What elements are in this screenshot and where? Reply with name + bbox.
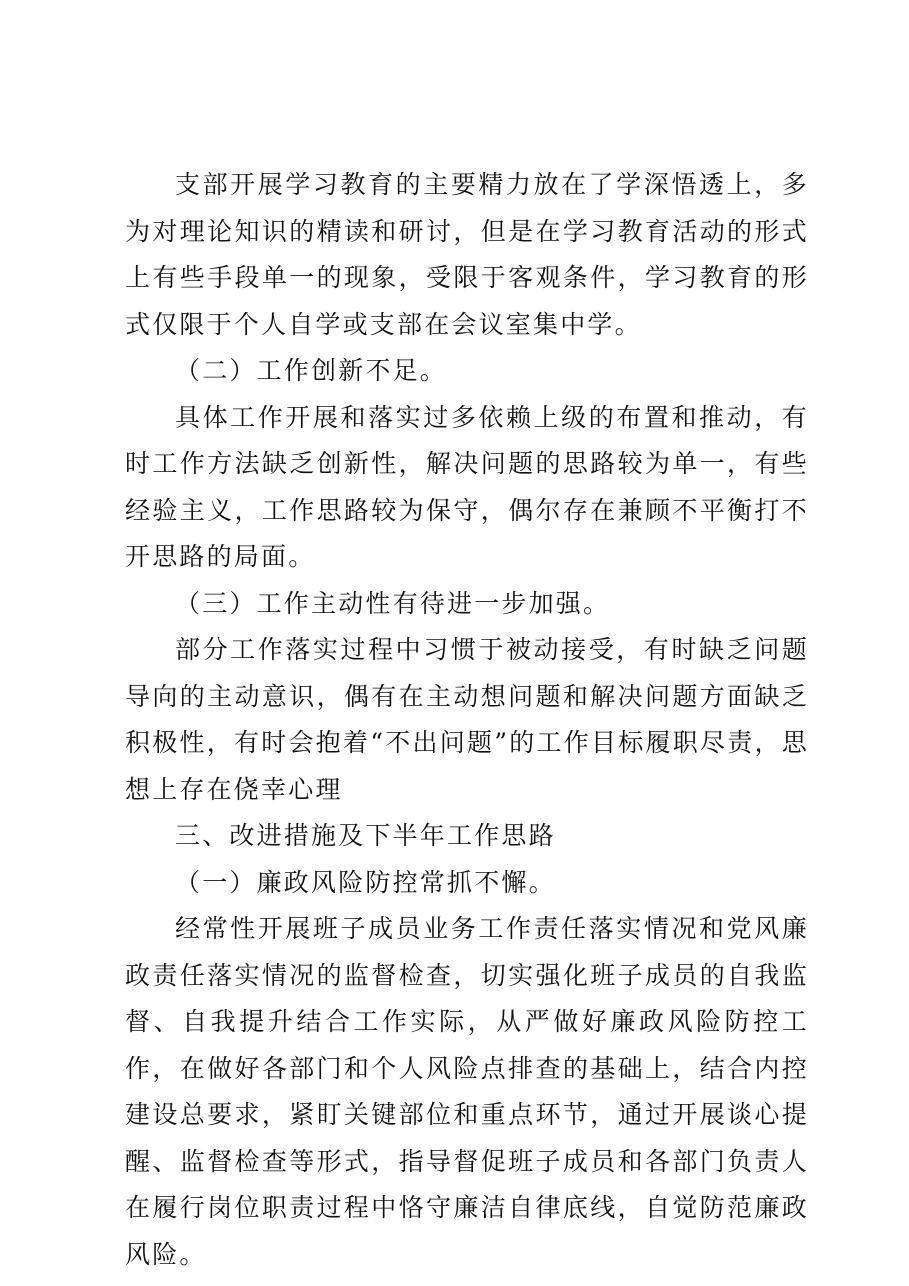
- paragraph-integrity-risk: 经常性开展班子成员业务工作责任落实情况和党风廉政责任落实情况的监督检查，切实强化班子成员的自我监督、自我提升结合工作实际，从严做好廉政风险防控工作，在做好各部门和个人风险点排查的基础上，结合内控建设总要求，紧盯关键部位和重点环节，通过开展谈心提醒、监督检查等形式，指导督促班子成员和各部门负责人在履行岗位职责过程中恪守廉洁自律底线，自觉防范廉政风险。: [125, 914, 809, 1269]
- subheading-integrity-risk: （一）廉政风险防控常抓不懈。: [175, 867, 556, 897]
- section-heading-improvement: 三、改进措施及下半年工作思路: [175, 821, 556, 850]
- subheading-initiative: （三）工作主动性有待进一步加强。: [175, 588, 611, 618]
- paragraph-initiative: 部分工作落实过程中习惯于被动接受，有时缺乏问题导向的主动意识，偶有在主动想问题和解决问题方面缺乏积极性，有时会抱着“不出问题”的工作目标履职尽责，思想上存在侥幸心理: [125, 635, 809, 804]
- paragraph-study-education: 支部开展学习教育的主要精力放在了学深悟透上，多为对理论知识的精读和研讨，但是在学习教育活动的形式上有些手段单一的现象，受限于客观条件，学习教育的形式仅限于个人自学或支部在会议室集中学。: [125, 170, 809, 339]
- document-body: [125, 162, 809, 1278]
- paragraph-innovation: 具体工作开展和落实过多依赖上级的布置和推动，有时工作方法缺乏创新性，解决问题的思路较为单一，有些经验主义，工作思路较为保守，偶尔存在兼顾不平衡打不开思路的局面。: [125, 402, 809, 571]
- subheading-innovation: （二）工作创新不足。: [175, 356, 448, 385]
